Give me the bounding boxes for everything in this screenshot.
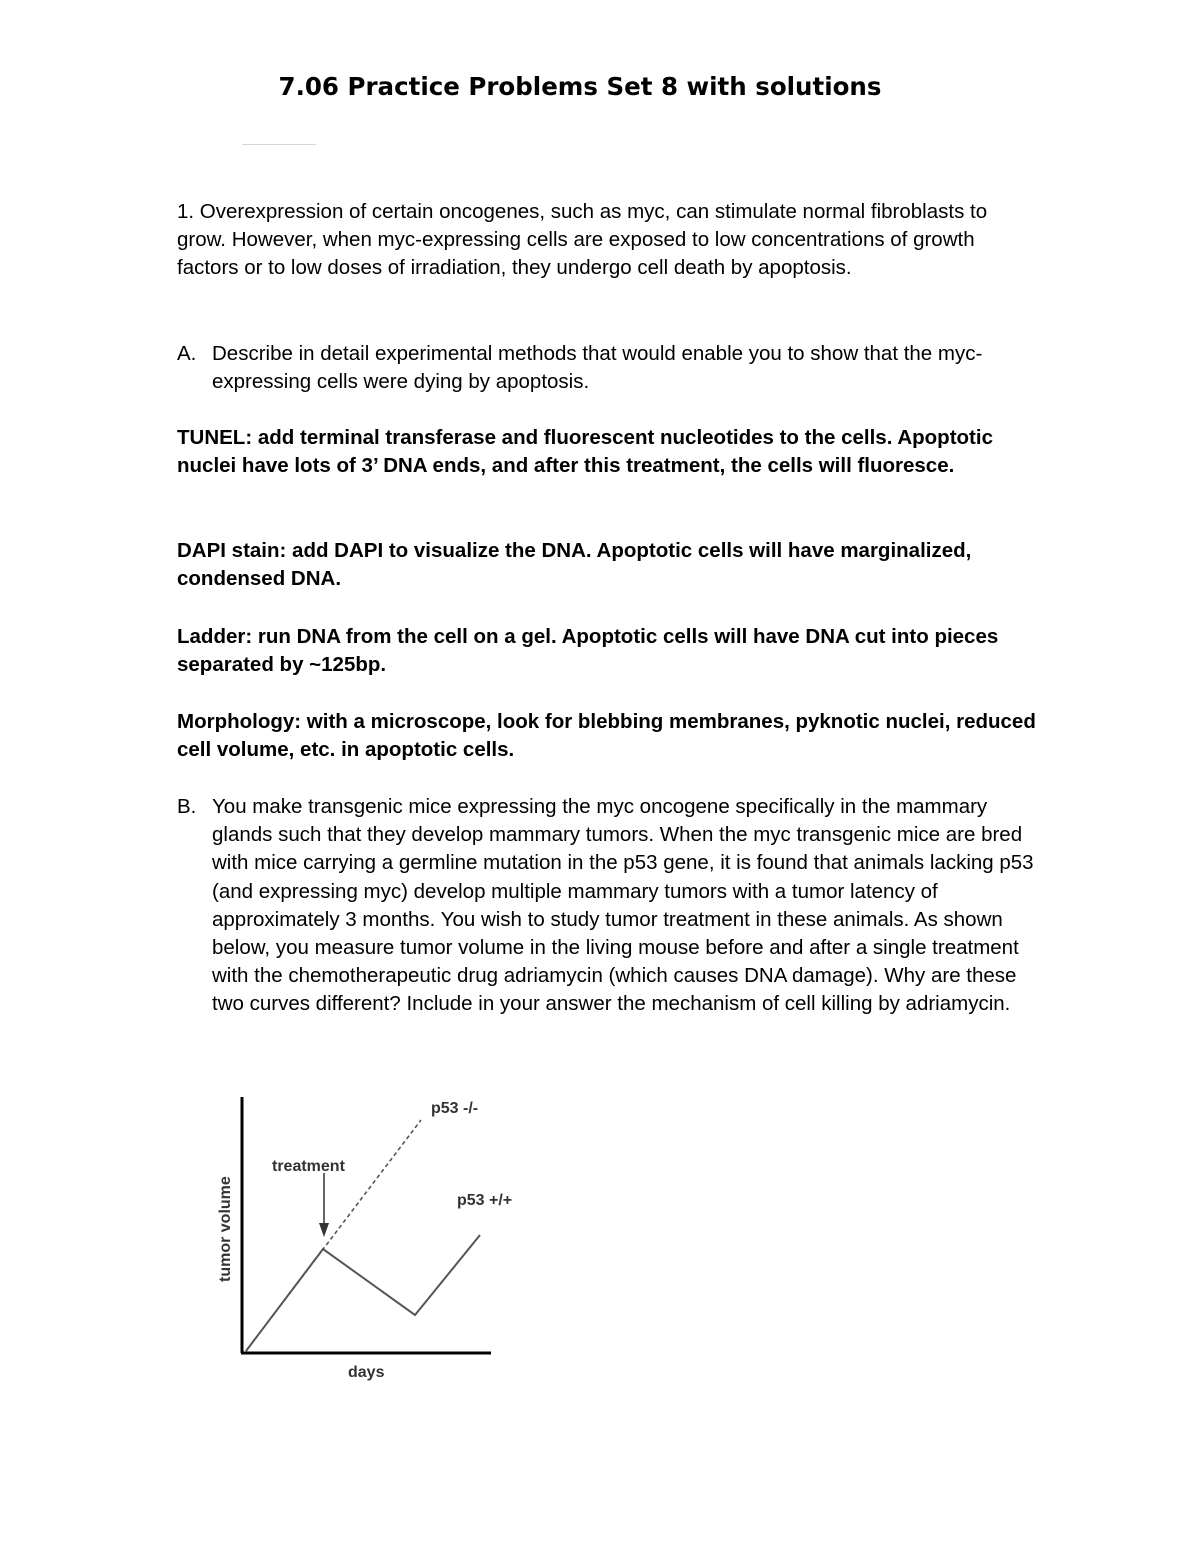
- answer-morphology: Morphology: with a microscope, look for blebbing membranes, pyknotic nuclei, reduced cell volume, etc. in apoptotic cells.: [177, 710, 1036, 762]
- part-b-text: You make transgenic mice expressing the myc oncogene specifically in the mammary glands such that they develop mammary tumors. When the myc transgenic mice are bred with mice carrying a germline mutation in the p53 gene, it is found that animals lacking p53 (and expressing myc) develop multiple mammary tumors with a tumor latency of approximately 3 months. You wish to study tumor treatment in these animals. As shown below, you measure tumor volume in the living mouse before and after a single treatment with the chemotherapeutic drug adriamycin (which causes DNA damage). Why are these two curves different? Include in your answer the mechanism of cell killing by adriamycin.: [212, 795, 1034, 1016]
- part-a-marker: A.: [177, 342, 197, 365]
- answer-dapi: DAPI stain: add DAPI to visualize the DNA. Apoptotic cells will have marginalized, condensed DNA.: [177, 539, 972, 591]
- page-title: 7.06 Practice Problems Set 8 with solutions: [278, 72, 882, 101]
- part-a: [177, 340, 1037, 396]
- x-axis-label: days: [348, 1364, 385, 1381]
- part-b-marker: B.: [177, 795, 197, 818]
- part-a-text: Describe in detail experimental methods that would enable you to show that the myc-expressing cells were dying by apoptosis.: [212, 342, 983, 394]
- y-axis-label: tumor volume: [217, 1176, 234, 1282]
- tumor-volume-figure: [205, 1085, 535, 1395]
- divider: [242, 144, 316, 145]
- treatment-arrow-head: [319, 1223, 329, 1237]
- legend-p53-wt: p53 +/+: [457, 1192, 513, 1209]
- answer-ladder: Ladder: run DNA from the cell on a gel. Apoptotic cells will have DNA cut into pieces separated by ~125bp.: [177, 625, 999, 677]
- question-1-intro: 1. Overexpression of certain oncogenes, such as myc, can stimulate normal fibroblasts to grow. However, when myc-expressing cells are exposed to low concentrations of growth factors or to low doses of irradiation, they undergo cell death by apoptosis.: [177, 200, 988, 280]
- legend-p53-null: p53 -/-: [431, 1100, 479, 1117]
- treatment-label: treatment: [272, 1158, 345, 1175]
- series-p53-wt-line: [246, 1235, 480, 1351]
- answer-tunel: TUNEL: add terminal transferase and fluorescent nucleotides to the cells. Apoptotic nuclei have lots of 3’ DNA ends, and after this treatment, the cells will fluoresce.: [177, 426, 993, 478]
- part-b: [177, 793, 1037, 1019]
